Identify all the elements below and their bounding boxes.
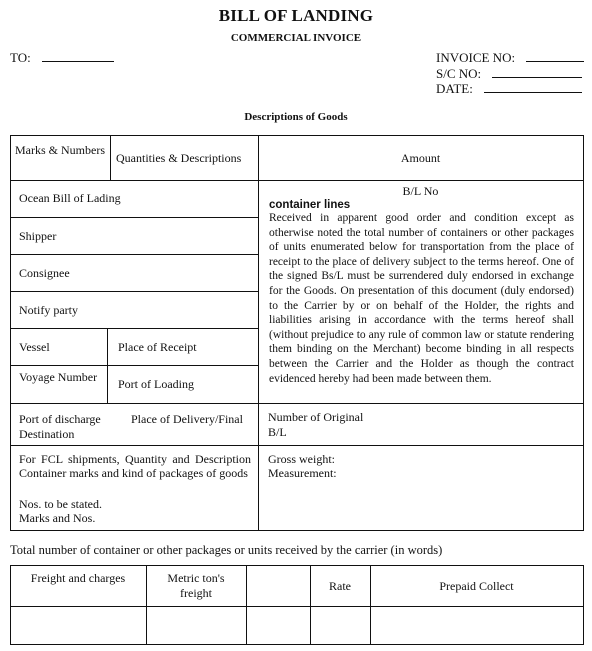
table-border-bottom [10, 530, 583, 531]
shipper-label: Shipper [19, 229, 57, 243]
sc-no-field[interactable] [436, 66, 582, 82]
row-divider [258, 180, 583, 181]
freight-charges-header: Freight and charges [30, 571, 126, 585]
nos-to-be-stated: Nos. to be stated. [19, 497, 102, 511]
row-divider [10, 403, 583, 404]
consignee-label: Consignee [19, 266, 70, 280]
bl-no-label: B/L No [402, 184, 439, 198]
place-of-receipt-label: Place of Receipt [118, 340, 197, 354]
table-border-right [583, 135, 584, 531]
metric-ton-freight-header: Metric ton's freight [167, 571, 225, 600]
date-label: DATE: [436, 81, 473, 96]
col-divider [107, 328, 108, 403]
total-packages-text: Total number of container or other packages or units received by the carrier (in words) [10, 543, 443, 557]
number-original-bl-label: Number of Original B/L [268, 410, 364, 439]
port-of-loading-label: Port of Loading [118, 377, 194, 391]
freight-col-divider [146, 565, 147, 645]
freight-col-divider [246, 565, 247, 645]
invoice-no-field[interactable] [436, 50, 584, 66]
prepaid-collect-header: Prepaid Collect [439, 579, 514, 593]
fcl-description: For FCL shipments, Quantity and Description Container marks and kind of packages of goods [19, 452, 251, 480]
ocean-bl-label: Ocean Bill of Lading [19, 191, 121, 205]
freight-border-bottom [10, 644, 583, 645]
date-field[interactable] [436, 81, 582, 97]
row-divider [10, 365, 258, 366]
sc-no-label: S/C NO: [436, 66, 482, 81]
document-subtitle: COMMERCIAL INVOICE [230, 32, 362, 44]
row-divider [10, 328, 258, 329]
table-border-left [10, 135, 11, 531]
container-lines-label: container lines [269, 199, 351, 211]
freight-col-divider [310, 565, 311, 645]
notify-party-label: Notify party [19, 303, 78, 317]
marks-and-nos: Marks and Nos. [19, 511, 96, 525]
col-header-quantities: Quantities & Descriptions [116, 151, 242, 165]
terms-paragraph: Received in apparent good order and condition except as otherwise noted the total number of containers or other packages of units enumerated below for transportation from the place of receipt to the place of delivery subject to the terms hereof. One of the signed Bs/L must be surrendered duly endorsed in exchange for the Goods. On presentation of this document (duly endorsed) to the Carrier by or on behalf of the Holder, the rights and liabilities arising in accordance with the terms hereof shall (without prejudice to any rule of common law or statute rendering them binding on the Merchant) become binding in all respects between the Carrier and the Holder as though the contract evidenced hereby had been made between them. [269, 212, 574, 385]
row-divider [10, 445, 583, 446]
row-divider [10, 180, 258, 181]
section-title: Descriptions of Goods [244, 111, 348, 123]
row-divider [10, 291, 258, 292]
freight-col-divider [583, 565, 584, 645]
to-blank[interactable] [42, 50, 114, 62]
col-divider [110, 135, 111, 180]
gross-weight-label: Gross weight: [268, 452, 335, 466]
row-divider [10, 254, 258, 255]
freight-border-top [10, 565, 583, 566]
document-title: BILL OF LANDING [218, 6, 374, 25]
table-border-top [10, 135, 583, 136]
to-field[interactable] [10, 50, 114, 66]
invoice-no-label: INVOICE NO: [436, 50, 516, 65]
place-of-delivery-label: Place of Delivery/Final Destination [19, 412, 243, 441]
col-header-amount: Amount [400, 151, 441, 165]
rate-header: Rate [329, 579, 351, 593]
col-header-marks: Marks & Numbers [15, 143, 105, 157]
freight-row-divider [10, 606, 583, 607]
row-divider [10, 217, 258, 218]
sc-no-blank[interactable] [492, 66, 582, 78]
port-of-discharge-label: Port of discharge [19, 412, 101, 426]
date-blank[interactable] [484, 81, 582, 93]
voyage-number-label: Voyage Number [19, 370, 98, 384]
measurement-label: Measurement: [268, 466, 337, 480]
vessel-label: Vessel [19, 340, 50, 354]
invoice-no-blank[interactable] [526, 50, 584, 62]
freight-col-divider [370, 565, 371, 645]
to-label: TO: [10, 50, 31, 65]
